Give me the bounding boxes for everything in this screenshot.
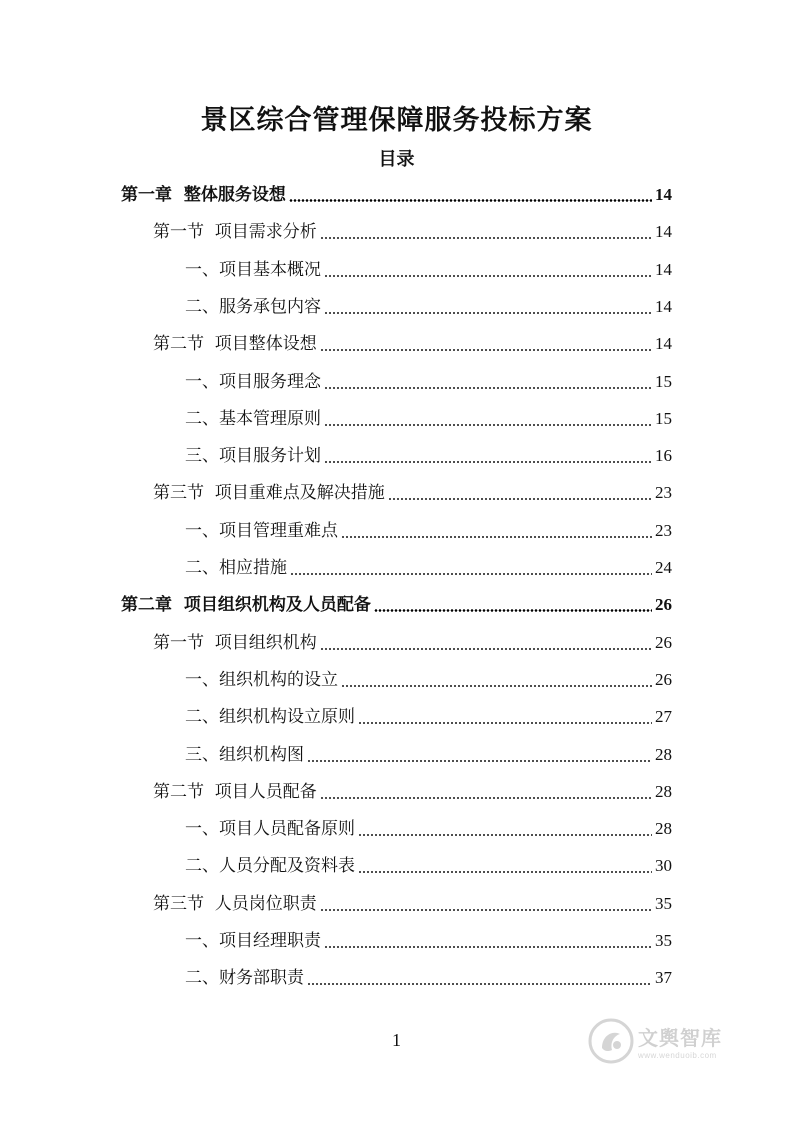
toc-entry-label: 一、项目经理职责 [185,931,321,951]
toc-subsection-entry[interactable] [185,437,672,467]
toc-entry-label: 第二节 项目人员配备 [153,782,317,802]
toc-dot-leader [358,834,652,836]
toc-entry-page: 26 [655,670,672,689]
toc-entry-page: 14 [655,185,672,204]
toc-dot-leader [290,573,652,575]
document-title: 景区综合管理保障服务投标方案 [200,105,593,136]
toc-dot-leader [320,237,652,239]
toc-entry-label: 一、项目管理重难点 [185,521,338,541]
toc-subsection-entry[interactable] [185,512,672,542]
toc-dot-leader [307,760,652,762]
toc-entry-label: 第二章 项目组织机构及人员配备 [121,595,371,615]
toc-chapter-entry[interactable] [121,176,672,206]
toc-subsection-entry[interactable] [185,736,672,766]
toc-dot-leader [324,312,652,314]
toc-entry-page: 27 [655,707,672,726]
toc-entry-page: 15 [655,372,672,391]
toc-entry-page: 14 [655,297,672,316]
toc-section-entry[interactable] [153,474,672,504]
toc-heading: 目录 [378,149,415,170]
toc-subsection-entry[interactable] [185,810,672,840]
toc-dot-leader [320,349,652,351]
toc-dot-leader [324,461,652,463]
toc-entry-label: 一、组织机构的设立 [185,670,338,690]
toc-entry-page: 24 [655,558,672,577]
toc-dot-leader [289,199,652,202]
toc-entry-label: 二、组织机构设立原则 [185,707,355,727]
toc-subsection-entry[interactable] [185,959,672,989]
toc-entry-label: 第一节 项目组织机构 [153,633,317,653]
toc-entry-label: 二、相应措施 [185,558,287,578]
toc-entry-page: 37 [655,968,672,987]
toc-entry-page: 35 [655,931,672,950]
toc-subsection-entry[interactable] [185,549,672,579]
toc-section-entry[interactable] [153,885,672,915]
toc-dot-leader [320,648,652,650]
toc-entry-page: 14 [655,260,672,279]
toc-dot-leader [324,275,652,277]
toc-subsection-entry[interactable] [185,400,672,430]
toc-entry-label: 一、项目人员配备原则 [185,819,355,839]
toc-entry-label: 三、项目服务计划 [185,446,321,466]
toc-entry-label: 第三节 人员岗位职责 [153,894,317,914]
toc-subsection-entry[interactable] [185,922,672,952]
toc-entry-page: 30 [655,856,672,875]
toc-dot-leader [358,871,652,873]
toc-section-entry[interactable] [153,325,672,355]
toc-subsection-entry[interactable] [185,847,672,877]
toc-dot-leader [324,424,652,426]
toc-section-entry[interactable] [153,773,672,803]
toc-entry-label: 二、服务承包内容 [185,297,321,317]
toc-entry-page: 28 [655,782,672,801]
toc-dot-leader [307,983,652,985]
toc-entry-page: 26 [655,595,672,614]
watermark [588,1018,722,1064]
toc-subsection-entry[interactable] [185,288,672,318]
toc-entry-label: 一、项目服务理念 [185,372,321,392]
toc-entry-page: 16 [655,446,672,465]
toc-dot-leader [324,946,652,948]
toc-dot-leader [358,722,652,724]
toc-subsection-entry[interactable] [185,251,672,281]
page-number: 1 [392,1030,401,1050]
toc-entry-page: 23 [655,521,672,540]
toc-entry-label: 三、组织机构图 [185,745,304,765]
toc-dot-leader [374,609,652,612]
toc-entry-label: 第三节 项目重难点及解决措施 [153,483,385,503]
toc-entry-label: 第一节 项目需求分析 [153,222,317,242]
toc-dot-leader [388,498,652,500]
toc-dot-leader [341,536,652,538]
toc-subsection-entry[interactable] [185,363,672,393]
toc-entry-label: 二、财务部职责 [185,968,304,988]
toc-entry-label: 第一章 整体服务设想 [121,185,286,205]
toc-entry-page: 15 [655,409,672,428]
toc-entry-page: 14 [655,334,672,353]
toc-entry-page: 28 [655,745,672,764]
toc-entry-label: 一、项目基本概况 [185,260,321,280]
watermark-name: 文舆智库 [638,1026,722,1050]
toc-entry-page: 23 [655,483,672,502]
toc-dot-leader [320,909,652,911]
toc-dot-leader [324,387,652,389]
toc-entry-label: 二、基本管理原则 [185,409,321,429]
toc-entry-page: 26 [655,633,672,652]
toc-section-entry[interactable] [153,624,672,654]
toc-chapter-entry[interactable] [121,586,672,616]
toc-entry-page: 14 [655,222,672,241]
toc-subsection-entry[interactable] [185,698,672,728]
toc-subsection-entry[interactable] [185,661,672,691]
toc-section-entry[interactable] [153,213,672,243]
toc-entry-page: 35 [655,894,672,913]
wendou-logo-icon [588,1018,634,1064]
toc-entry-page: 28 [655,819,672,838]
toc-dot-leader [320,797,652,799]
toc-dot-leader [341,685,652,687]
toc-entry-label: 第二节 项目整体设想 [153,334,317,354]
watermark-url: www.wenduoib.com [638,1051,717,1060]
toc-entry-label: 二、人员分配及资料表 [185,856,355,876]
